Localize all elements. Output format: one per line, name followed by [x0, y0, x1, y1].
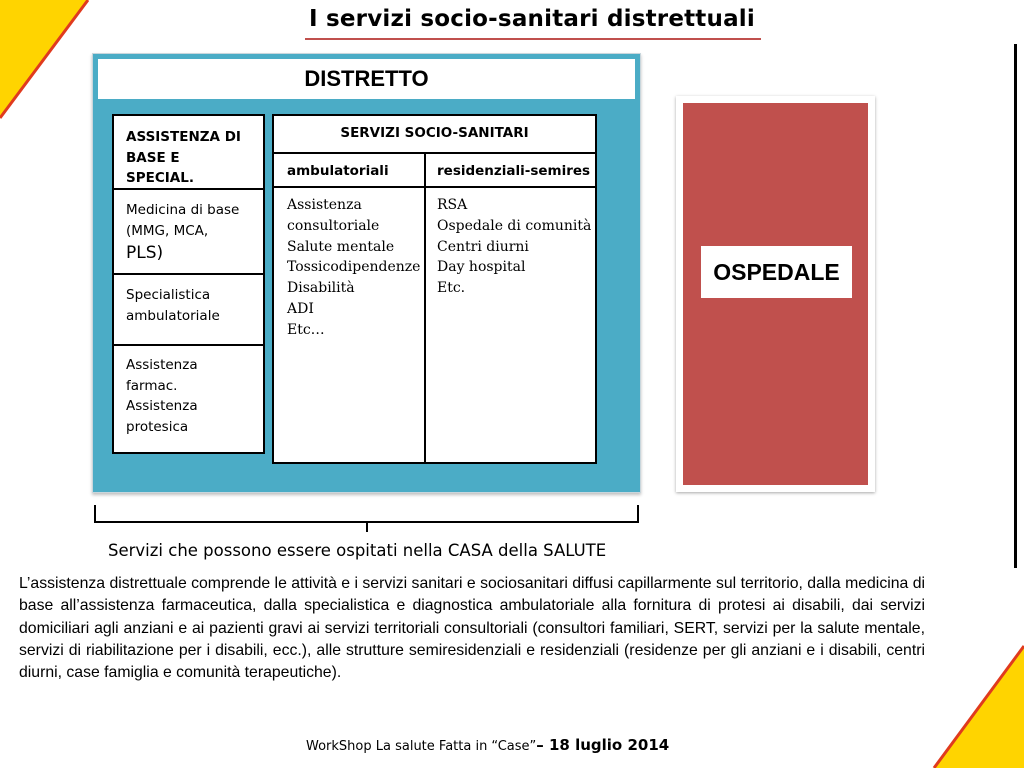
cell-line: (MMG, MCA,	[126, 222, 209, 239]
assistenza-separator	[114, 188, 263, 190]
list-item: Etc…	[287, 321, 325, 338]
cell-line: Assistenza farmac.	[126, 357, 198, 394]
distretto-header: DISTRETTO	[96, 57, 637, 101]
column-header-ambulatoriali: ambulatoriali	[287, 163, 389, 179]
list-item: Salute mentale	[287, 238, 395, 255]
footer-date: – 18 luglio 2014	[536, 736, 670, 754]
right-vertical-rule	[1014, 44, 1017, 568]
bracket-tick	[366, 522, 368, 532]
assistenza-heading-line1: ASSISTENZA DI	[126, 129, 241, 145]
cell-line: PLS)	[126, 243, 164, 263]
servizi-separator	[274, 186, 595, 188]
cell-line: Specialistica	[126, 287, 211, 303]
assistenza-cell-medicina	[114, 194, 263, 271]
footer-text: WorkShop La salute Fatta in “Case”	[306, 739, 537, 754]
assistenza-heading-line2: BASE E SPECIAL.	[126, 149, 194, 186]
list-item: Assistenza	[287, 197, 362, 213]
servizi-separator	[274, 152, 595, 154]
list-item: Tossicodipendenze	[287, 259, 421, 276]
footer	[306, 736, 669, 754]
title-underline	[305, 38, 761, 40]
slide-title: I servizi socio-sanitari distrettuali	[309, 6, 755, 32]
description-paragraph: L’assistenza distrettuale comprende le attività e i servizi sanitari e sociosanitari diffusi capillarmente sul territorio, dalla medicina di base all’assistenza farmaceutica, dalla specialistica e diagnostica ambulatoriale alla fornitura di protesi ai disabili, dai servizi domiciliari agli anziani e ai pazienti gravi ai servizi territoriali consultoriali (consultori familiari, SERT, servizi per la salute mentale, servizi di riabilitazione per i disabili, ecc.), alle strutture semiresidenziali e residenziali (residenze per gli anziani e i disabili, centri diurni, case famiglia e comunità terapeutiche).	[19, 575, 925, 682]
list-item: RSA	[437, 197, 468, 213]
list-item: Etc.	[437, 280, 466, 297]
residenziali-list	[437, 195, 591, 299]
assistenza-separator	[114, 344, 263, 346]
servizi-socio-sanitari-box	[272, 114, 597, 464]
bottom-right-corner-decoration	[932, 644, 1024, 768]
cell-line: protesica	[126, 418, 189, 435]
assistenza-cell-specialistica	[114, 279, 263, 332]
servizi-column-divider	[424, 152, 426, 462]
ambulatoriali-list	[287, 195, 420, 341]
bracket-caption: Servizi che possono essere ospitati nella CASA della SALUTE	[108, 541, 607, 560]
servizi-heading: SERVIZI SOCIO-SANITARI	[340, 125, 529, 141]
ospedale-label: OSPEDALE	[701, 246, 852, 298]
cell-line: Assistenza	[126, 398, 198, 414]
list-item: consultoriale	[287, 217, 380, 234]
cell-line: Medicina di base	[126, 202, 240, 218]
list-item: Disabilità	[287, 280, 355, 297]
assistenza-base-box	[112, 114, 265, 454]
list-item: Ospedale di comunità	[437, 217, 592, 234]
assistenza-heading	[114, 121, 263, 195]
column-header-residenziali: residenziali-semires	[437, 163, 591, 179]
list-item: ADI	[287, 300, 314, 317]
cell-line: ambulatoriale	[126, 307, 220, 324]
list-item: Centri diurni	[437, 238, 529, 255]
assistenza-separator	[114, 273, 263, 275]
list-item: Day hospital	[437, 259, 526, 276]
assistenza-cell-farmac	[114, 349, 263, 443]
